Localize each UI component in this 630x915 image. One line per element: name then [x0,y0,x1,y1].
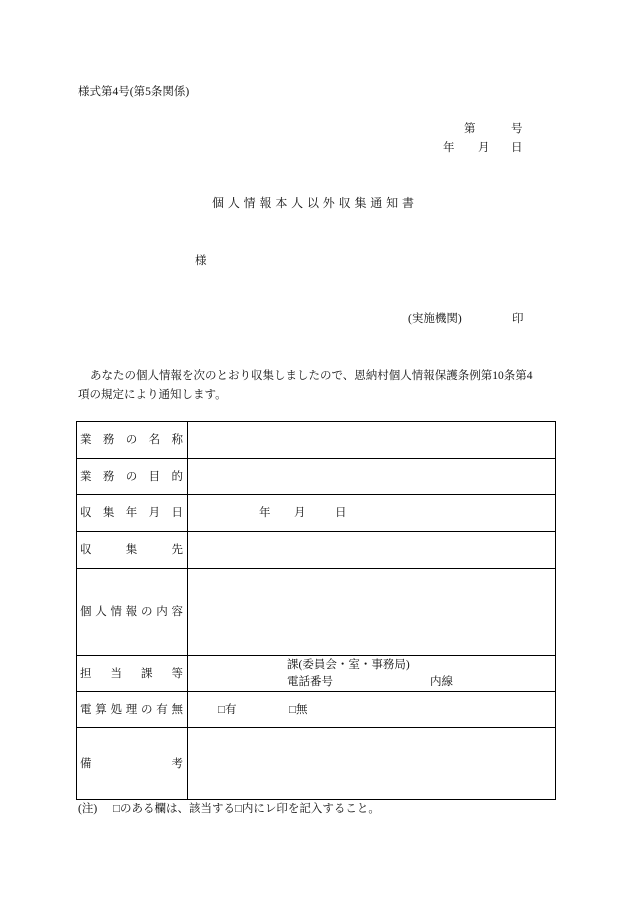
spread-char: 先 [171,544,183,556]
spread-char: 人 [291,196,304,210]
spread-char: 処 [110,703,122,716]
spread-char: 務 [102,470,115,483]
personal-info-content-label [80,605,183,619]
department-label: 課(委員会・室・事務局) [287,658,410,671]
spread-char: 収 [80,544,92,556]
spread-char: 知 [386,196,399,210]
collection-date-year-label: 年 [259,507,271,519]
date-month-label: 月 [478,142,490,154]
body-text-line: 項の規定により通知します。 [78,389,227,401]
computer-processing-yes-option: □有 [218,703,237,716]
collection-date-month-label: 月 [294,507,306,519]
row-computer-processing [77,691,555,727]
spread-char: の [141,606,153,618]
spread-char: 収 [80,507,92,519]
row-collection-date [77,494,555,531]
collection-source-label [80,543,183,557]
spread-char: 集 [354,196,367,210]
collection-date-value-cell [188,495,555,531]
spread-char: 人 [95,606,107,618]
spread-char: 理 [125,703,138,716]
spread-char: 以 [306,196,319,210]
remarks-value-cell [188,728,555,799]
spread-char: 報 [125,606,138,618]
spread-char: の [141,703,153,716]
spread-char: 書 [401,196,414,210]
computer-processing-no-option: □無 [289,703,308,716]
phone-line [287,674,457,691]
spread-char: 的 [171,470,183,483]
spread-char: 個 [80,606,92,618]
seal-mark: 印 [512,313,524,325]
spread-char: 集 [125,544,138,556]
computer-processing-label-cell [77,692,188,727]
business-name-value-cell [188,422,555,458]
business-purpose-value-cell [188,459,555,494]
body-text-line: あなたの個人情報を次のとおり収集しましたので、恩納村個人情報保護条例第10条第4 [90,370,533,382]
row-department [77,655,555,691]
spread-char: 日 [171,507,183,519]
addressee-honorific: 様 [195,255,207,267]
collection-date-label-cell [77,495,188,531]
document-title [212,196,414,210]
row-business-name [77,422,555,458]
spread-char: 情 [243,196,256,210]
spread-char: 年 [125,507,138,519]
issuing-agency-label: (実施機関) [408,313,462,325]
department-value-cell [188,656,555,691]
spread-char: 当 [110,667,122,680]
spread-char: 外 [322,196,335,210]
computer-processing-value-cell [188,692,555,727]
spread-char: 情 [110,606,122,618]
collection-source-label-cell [77,532,188,568]
note-text: □のある欄は、該当する□内にレ印を記入すること。 [113,803,380,815]
row-personal-info-content [77,568,555,655]
spread-char: 考 [171,757,183,770]
spread-char: 報 [259,196,272,210]
extension-label: 内線 [430,675,453,688]
row-business-purpose [77,458,555,494]
spread-char: 業 [80,434,92,446]
spread-char: 容 [171,606,183,618]
spread-char: 無 [171,703,183,716]
personal-info-content-value-cell [188,569,555,655]
spread-char: 電 [80,703,92,716]
collection-date-day-label: 日 [335,507,347,519]
row-remarks [77,727,555,799]
remarks-label-cell [77,728,188,799]
computer-processing-label [80,703,183,717]
department-row-label [80,667,183,681]
spread-char: 有 [156,703,168,716]
spread-char: 目 [148,470,161,483]
notification-table [76,421,556,800]
phone-number-label: 電話番号 [287,675,333,688]
spread-char: 称 [171,434,183,446]
spread-char: 個 [212,196,225,210]
spread-char: 業 [80,470,92,483]
spread-char: 算 [95,703,107,716]
business-name-label-cell [77,422,188,458]
date-year-label: 年 [443,142,455,154]
personal-info-content-label-cell [77,569,188,655]
department-label-cell [77,656,188,691]
department-contact-block [287,657,457,691]
spread-char: の [125,470,138,483]
spread-char: 収 [338,196,351,210]
spread-char: 備 [80,757,92,770]
business-purpose-label [80,470,183,484]
collection-date-label [80,506,183,520]
date-day-label: 日 [511,142,523,154]
spread-char: 課 [141,667,153,680]
spread-char: 名 [148,434,161,446]
spread-char: 務 [102,434,115,446]
spread-char: 担 [80,667,92,680]
collection-source-value-cell [188,532,555,568]
document-number-prefix: 第 [464,123,476,135]
spread-char: 通 [370,196,383,210]
note-label: (注) [78,803,98,815]
form-number: 様式第4号(第5条関係) [78,86,190,98]
spread-char: 内 [156,606,168,618]
row-collection-source [77,531,555,568]
spread-char: の [125,434,138,446]
spread-char: 本 [275,196,288,210]
business-purpose-label-cell [77,459,188,494]
business-name-label [80,433,183,447]
spread-char: 人 [227,196,240,210]
spread-char: 月 [148,507,161,519]
spread-char: 集 [102,507,115,519]
document-number-suffix: 号 [511,123,523,135]
remarks-label [80,757,183,771]
spread-char: 等 [171,667,183,680]
